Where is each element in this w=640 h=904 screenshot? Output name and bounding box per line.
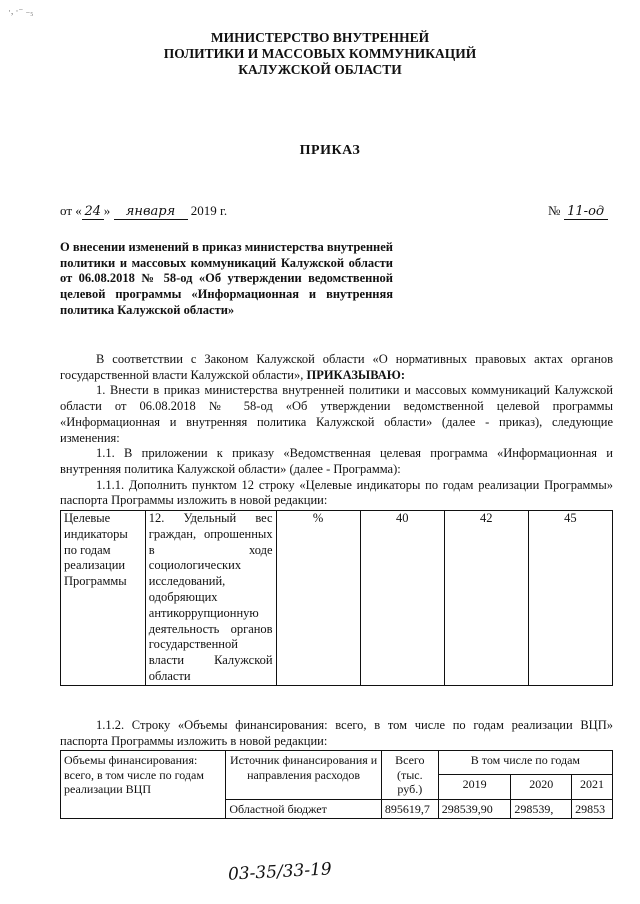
paragraph-text: В соответствии с Законом Калужской области «О нормативных правовых актах органов государственной власти Калужской области»,: [60, 352, 613, 382]
number-value: 11-од: [564, 204, 608, 220]
table-row: [61, 511, 613, 686]
table-cell: 2019: [438, 775, 511, 799]
order-date: [60, 203, 227, 220]
subject-text: О внесении изменений в приказ министерства внутренней политики и массовых коммуникаций Калужской области от 06.08.2018 № 58-од «Об утверждении ведомственной целевой программы «Информационная и внутренняя политика Калужской области»: [60, 240, 393, 317]
scan-corner-mark: ·, ·⁻ ₋₅: [8, 6, 34, 16]
order-subject: [60, 240, 393, 319]
indicators-table: [60, 510, 613, 686]
financing-table: [60, 750, 613, 819]
table-cell: 42: [444, 511, 528, 686]
body-paragraph: 1.1.1. Дополнить пунктом 12 строку «Целевые индикаторы по годам реализации Программы» паспорта Программы изложить в новой редакции:: [60, 477, 613, 508]
date-year: 2019 г.: [187, 203, 228, 218]
body-paragraph: 1.1.2. Строку «Объемы финансирования: всего, в том числе по годам реализации ВЦП» паспорта Программы изложить в новой редакции:: [60, 718, 613, 748]
body-paragraph: 1.1. В приложении к приказу «Ведомственная целевая программа «Информационная и внутренняя политика Калужской области» (далее - Программа):: [60, 446, 613, 476]
header-line: МИНИСТЕРСТВО ВНУТРЕННЕЙ: [210, 30, 430, 45]
table-cell: Источник финансирования и направления расходов: [226, 751, 382, 800]
date-day: 24: [82, 204, 104, 220]
table-row: [61, 751, 613, 775]
header-line: ПОЛИТИКИ И МАССОВЫХ КОММУНИКАЦИЙ: [163, 46, 477, 61]
table-cell: Областной бюджет: [226, 799, 382, 819]
table-cell: 29853: [572, 799, 613, 819]
order-body: [60, 352, 613, 509]
table-cell: 2021: [572, 775, 613, 799]
table-cell: 40: [360, 511, 444, 686]
table-cell: 298539,90: [438, 799, 511, 819]
date-month: января: [114, 204, 188, 220]
table-cell: Объемы финансирования: всего, в том числе по годам реализации ВЦП: [61, 751, 226, 819]
table-cell: 12. Удельный вес граждан, опрошенных в ходе социологических исследований, одобряющих антикоррупционную деятельность органов государственной власти Калужской области: [145, 511, 276, 686]
table-cell: Целевые индикаторы по годам реализации Программы: [61, 511, 146, 686]
body-paragraph: 1. Внести в приказ министерства внутренней политики и массовых коммуникаций Калужской области от 06.08.2018 № 58-од «Об утверждении ведомственной целевой программы «Информационная и внутренняя политика Калужской области» (далее - приказ), следующие изменения:: [60, 383, 613, 445]
order-keyword: ПРИКАЗЫВАЮ:: [306, 367, 406, 382]
body-paragraph: [60, 352, 613, 383]
date-prefix: от «: [60, 203, 82, 218]
document-title: ПРИКАЗ: [299, 143, 361, 158]
number-prefix: №: [548, 203, 564, 218]
table-cell: 298539,: [511, 799, 572, 819]
table-cell: 2020: [511, 775, 572, 799]
table-cell: %: [276, 511, 360, 686]
table2-intro: [60, 718, 613, 749]
table-cell: В том числе по годам: [438, 751, 612, 775]
ministry-header: [0, 30, 640, 78]
table-cell: 895619,7: [381, 799, 438, 819]
registration-mark: 03-35/33-19: [227, 859, 333, 885]
table-cell: 45: [528, 511, 612, 686]
table-cell: Всего (тыс. руб.): [381, 751, 438, 800]
date-sep: »: [103, 203, 111, 218]
header-line: КАЛУЖСКОЙ ОБЛАСТИ: [238, 62, 402, 77]
order-number: [548, 203, 608, 220]
